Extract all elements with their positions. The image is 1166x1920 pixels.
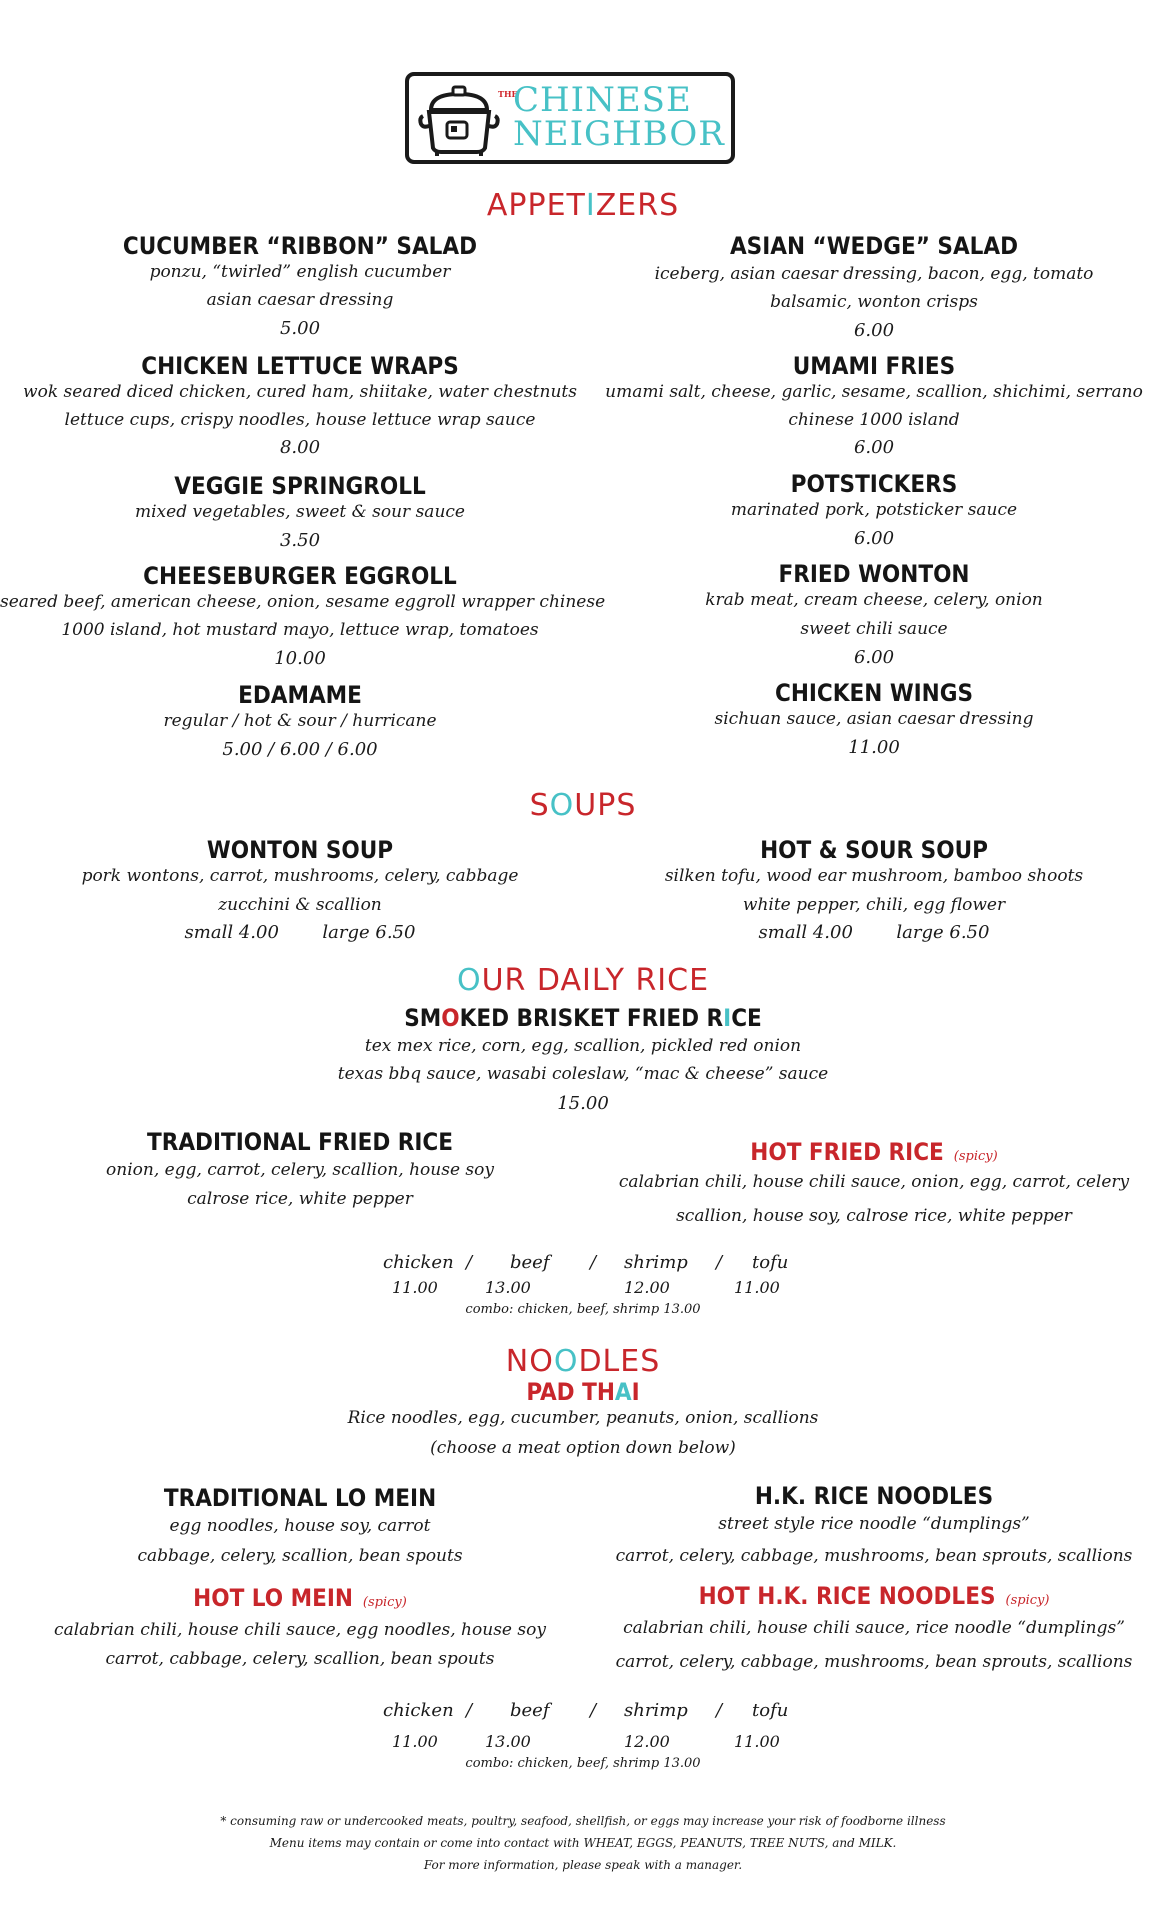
item-description: white pepper, chili, egg flower xyxy=(742,895,1006,915)
combo-price: combo: chicken, beef, shrimp 13.00 xyxy=(465,1756,701,1771)
protein-label: shrimp xyxy=(624,1700,688,1721)
protein-price: 12.00 xyxy=(624,1278,670,1297)
item-description: ponzu, “twirled” english cucumber xyxy=(149,262,451,282)
protein-label: chicken xyxy=(383,1700,454,1721)
section-title-appetizers: APPETIZERS xyxy=(486,188,680,223)
protein-separator: / xyxy=(466,1252,473,1273)
item-name: POTSTICKERS xyxy=(790,470,958,498)
item-name: HOT FRIED RICE (spicy) xyxy=(750,1138,998,1166)
logo-the: THE xyxy=(498,89,518,99)
protein-price: 11.00 xyxy=(392,1278,438,1297)
protein-separator: / xyxy=(716,1252,723,1273)
item-description: calabrian chili, house chili sauce, egg noodles, house soy xyxy=(54,1620,546,1640)
item-price: 5.00 xyxy=(279,318,321,339)
price-large: large 6.50 xyxy=(896,922,990,943)
protein-separator: / xyxy=(590,1700,597,1721)
item-description: carrot, cabbage, celery, scallion, bean spouts xyxy=(105,1649,495,1669)
protein-label: beef xyxy=(510,1252,550,1273)
item-name: CHICKEN WINGS xyxy=(774,679,974,707)
spicy-label: (spicy) xyxy=(1005,1593,1050,1608)
item-description: umami salt, cheese, garlic, sesame, scallion, shichimi, serrano xyxy=(605,382,1143,402)
item-description: carrot, celery, cabbage, mushrooms, bean sprouts, scallions xyxy=(615,1546,1133,1566)
item-description: cabbage, celery, scallion, bean spouts xyxy=(137,1546,463,1566)
protein-price: 11.00 xyxy=(734,1278,780,1297)
footer-allergens: Menu items may contain or come into contact with WHEAT, EGGS, PEANUTS, TREE NUTS, and MILK. xyxy=(269,1836,897,1850)
item-description: carrot, celery, cabbage, mushrooms, bean sprouts, scallions xyxy=(615,1652,1133,1672)
logo-line-1: CHINESE xyxy=(513,80,692,120)
item-price xyxy=(582,922,1166,943)
price-small: small 4.00 xyxy=(184,922,279,943)
item-name: VEGGIE SPRINGROLL xyxy=(174,472,426,500)
item-price: 5.00 / 6.00 / 6.00 xyxy=(222,739,378,760)
item-description: silken tofu, wood ear mushroom, bamboo shoots xyxy=(664,866,1084,886)
logo-line-2: NEIGHBOR xyxy=(513,114,725,154)
section-title-noodles: NOODLES xyxy=(505,1344,661,1379)
item-description: sichuan sauce, asian caesar dressing xyxy=(714,709,1034,729)
item-name: TRADITIONAL FRIED RICE xyxy=(146,1128,454,1156)
item-description: onion, egg, carrot, celery, scallion, house soy xyxy=(106,1160,494,1180)
spicy-label: (spicy) xyxy=(362,1595,407,1610)
item-price: 8.00 xyxy=(279,437,321,458)
item-description: calrose rice, white pepper xyxy=(187,1189,413,1209)
item-description: tex mex rice, corn, egg, scallion, pickled red onion xyxy=(364,1036,802,1056)
protein-price: 12.00 xyxy=(624,1732,670,1751)
item-price: 3.50 xyxy=(279,530,321,551)
item-description: balsamic, wonton crisps xyxy=(770,292,978,312)
protein-separator: / xyxy=(716,1700,723,1721)
item-description: sweet chili sauce xyxy=(800,619,948,639)
item-description: asian caesar dressing xyxy=(206,290,394,310)
section-title-soups: SOUPS xyxy=(529,788,637,823)
protein-price: 11.00 xyxy=(734,1732,780,1751)
item-price: 15.00 xyxy=(557,1093,609,1114)
spicy-label: (spicy) xyxy=(953,1149,998,1164)
item-price: 6.00 xyxy=(853,437,895,458)
item-description: calabrian chili, house chili sauce, onion, egg, carrot, celery xyxy=(618,1172,1130,1192)
item-description: calabrian chili, house chili sauce, rice noodle “dumplings” xyxy=(623,1618,1125,1638)
protein-price: 13.00 xyxy=(485,1732,531,1751)
item-description: (choose a meat option down below) xyxy=(430,1438,736,1458)
item-price: 10.00 xyxy=(274,648,326,669)
protein-label: beef xyxy=(510,1700,550,1721)
price-large: large 6.50 xyxy=(322,922,416,943)
item-name: CHEESEBURGER EGGROLL xyxy=(143,562,457,590)
protein-label: shrimp xyxy=(624,1252,688,1273)
item-name: EDAMAME xyxy=(238,681,362,709)
item-name: ASIAN “WEDGE” SALAD xyxy=(729,232,1019,260)
item-description: scallion, house soy, calrose rice, white pepper xyxy=(676,1206,1072,1226)
item-name: PAD THAI xyxy=(526,1378,640,1406)
item-description: marinated pork, potsticker sauce xyxy=(730,500,1018,520)
restaurant-logo xyxy=(405,72,735,164)
protein-label: tofu xyxy=(752,1252,789,1273)
footer-warning: * consuming raw or undercooked meats, poultry, seafood, shellfish, or eggs may increase your risk of foodborne illness xyxy=(220,1814,946,1828)
item-description: egg noodles, house soy, carrot xyxy=(169,1516,431,1536)
item-description: wok seared diced chicken, cured ham, shiitake, water chestnuts xyxy=(23,382,577,402)
item-description: texas bbq sauce, wasabi coleslaw, “mac & cheese” sauce xyxy=(337,1064,829,1084)
item-description: seared beef, american cheese, onion, sesame eggroll wrapper chinese xyxy=(0,592,606,612)
protein-label: tofu xyxy=(752,1700,789,1721)
item-description: pork wontons, carrot, mushrooms, celery, cabbage xyxy=(81,866,519,886)
item-price: 6.00 xyxy=(853,320,895,341)
item-name: CHICKEN LETTUCE WRAPS xyxy=(141,352,459,380)
combo-price: combo: chicken, beef, shrimp 13.00 xyxy=(465,1302,701,1317)
item-name: TRADITIONAL LO MEIN xyxy=(163,1484,437,1512)
item-description: iceberg, asian caesar dressing, bacon, egg, tomato xyxy=(654,264,1094,284)
item-description: chinese 1000 island xyxy=(788,410,960,430)
item-description: mixed vegetables, sweet & sour sauce xyxy=(135,502,465,522)
section-title-rice: OUR DAILY RICE xyxy=(456,963,710,998)
item-price xyxy=(0,922,600,943)
item-name: WONTON SOUP xyxy=(206,836,394,864)
footer-contact: For more information, please speak with a manager. xyxy=(423,1858,743,1872)
price-small: small 4.00 xyxy=(758,922,853,943)
protein-price: 11.00 xyxy=(392,1732,438,1751)
item-price: 6.00 xyxy=(853,647,895,668)
item-description: 1000 island, hot mustard mayo, lettuce wrap, tomatoes xyxy=(61,620,539,640)
item-name: UMAMI FRIES xyxy=(792,352,956,380)
protein-label: chicken xyxy=(383,1252,454,1273)
item-price: 11.00 xyxy=(848,737,900,758)
item-description: regular / hot & sour / hurricane xyxy=(163,711,437,731)
protein-price: 13.00 xyxy=(485,1278,531,1297)
item-name: CUCUMBER “RIBBON” SALAD xyxy=(122,232,478,260)
item-description: zucchini & scallion xyxy=(218,895,382,915)
item-description: lettuce cups, crispy noodles, house lettuce wrap sauce xyxy=(64,410,536,430)
item-description: Rice noodles, egg, cucumber, peanuts, onion, scallions xyxy=(347,1408,819,1428)
item-description: krab meat, cream cheese, celery, onion xyxy=(705,590,1043,610)
item-name: H.K. RICE NOODLES xyxy=(754,1482,994,1510)
item-name: HOT & SOUR SOUP xyxy=(760,836,988,864)
item-name: HOT H.K. RICE NOODLES (spicy) xyxy=(698,1582,1050,1610)
protein-separator: / xyxy=(590,1252,597,1273)
item-price: 6.00 xyxy=(853,528,895,549)
item-name: SMOKED BRISKET FRIED RICE xyxy=(404,1004,762,1032)
item-name: FRIED WONTON xyxy=(778,560,970,588)
protein-separator: / xyxy=(466,1700,473,1721)
item-name: HOT LO MEIN (spicy) xyxy=(193,1584,407,1612)
item-description: street style rice noodle “dumplings” xyxy=(718,1514,1030,1534)
rice-cooker-icon xyxy=(417,82,501,156)
